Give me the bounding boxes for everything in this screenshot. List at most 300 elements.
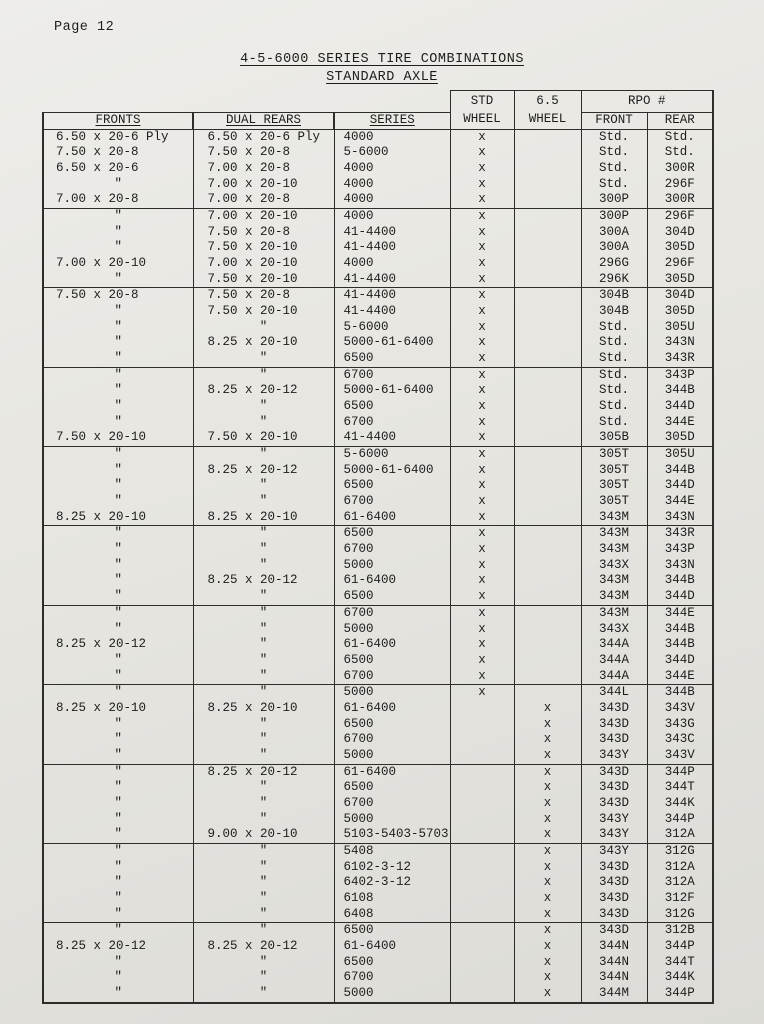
table-row	[43, 367, 713, 383]
table-row	[43, 129, 713, 145]
table-row	[43, 383, 713, 399]
series-cell: 61-6400	[334, 701, 450, 717]
dual-rears-label: DUAL REARS	[225, 113, 301, 127]
wheel-6-5-cell	[514, 478, 581, 494]
dual-rears-cell: 9.00 x 20-10	[193, 827, 334, 843]
table-row	[43, 589, 713, 605]
std-wheel-cell: x	[450, 558, 514, 574]
fronts-cell: "	[43, 748, 193, 764]
rpo-rear-cell: 344B	[647, 622, 713, 638]
rpo-front-cell: 304B	[581, 288, 647, 304]
fronts-cell: 6.50 x 20-6	[43, 161, 193, 177]
dual-rears-cell: "	[193, 653, 334, 669]
std-wheel-cell: x	[450, 399, 514, 415]
table-row	[43, 209, 713, 225]
fronts-cell: "	[43, 589, 193, 605]
table-row	[43, 875, 713, 891]
rpo-rear-cell: 344E	[647, 415, 713, 431]
std-wheel-cell	[450, 970, 514, 986]
rpo-front-cell: 300P	[581, 209, 647, 225]
dual-rears-cell: "	[193, 415, 334, 431]
fronts-cell: 8.25 x 20-12	[43, 939, 193, 955]
dual-rears-cell: "	[193, 955, 334, 971]
std-wheel-cell	[450, 875, 514, 891]
fronts-cell: "	[43, 796, 193, 812]
series-cell: 4000	[334, 192, 450, 208]
rpo-rear-cell: 312A	[647, 875, 713, 891]
dual-rears-cell: "	[193, 605, 334, 621]
std-wheel-cell: x	[450, 573, 514, 589]
series-cell: 4000	[334, 161, 450, 177]
dual-rears-cell: 8.25 x 20-12	[193, 939, 334, 955]
rpo-front-cell: 343X	[581, 622, 647, 638]
rpo-rear-cell: 344P	[647, 764, 713, 780]
rpo-rear-cell: Std.	[647, 145, 713, 161]
rpo-rear-cell: 343C	[647, 732, 713, 748]
dual-rears-cell: "	[193, 622, 334, 638]
series-cell: 5000	[334, 622, 450, 638]
wheel-6-5-cell: x	[514, 843, 581, 859]
rpo-front-cell: 305T	[581, 463, 647, 479]
wheel-6-5-cell: x	[514, 732, 581, 748]
rpo-front-cell: 344N	[581, 939, 647, 955]
fronts-cell: "	[43, 812, 193, 828]
fronts-cell: "	[43, 542, 193, 558]
dual-rears-cell: "	[193, 843, 334, 859]
rpo-rear-cell: 300R	[647, 161, 713, 177]
table-row	[43, 430, 713, 446]
dual-rears-cell: "	[193, 320, 334, 336]
fronts-cell: "	[43, 383, 193, 399]
rpo-front-cell: 344M	[581, 986, 647, 1003]
rpo-rear-cell: 343N	[647, 558, 713, 574]
col-header-rpo-front: FRONT	[581, 113, 647, 130]
std-wheel-cell: x	[450, 383, 514, 399]
table-row	[43, 335, 713, 351]
dual-rears-cell: 7.00 x 20-8	[193, 192, 334, 208]
rpo-rear-cell: 304D	[647, 288, 713, 304]
rpo-front-cell: 343D	[581, 891, 647, 907]
table-row	[43, 907, 713, 923]
std-wheel-cell: x	[450, 304, 514, 320]
series-cell: 5000	[334, 812, 450, 828]
std-wheel-cell: x	[450, 478, 514, 494]
rpo-rear-cell: 344T	[647, 780, 713, 796]
wheel-6-5-label-line1: 6.5	[536, 93, 559, 108]
rpo-rear-cell: 343P	[647, 367, 713, 383]
dual-rears-cell: 7.00 x 20-10	[193, 256, 334, 272]
fronts-cell: 7.00 x 20-10	[43, 256, 193, 272]
series-cell: 5000	[334, 685, 450, 701]
fronts-cell: "	[43, 955, 193, 971]
wheel-6-5-cell: x	[514, 780, 581, 796]
wheel-6-5-cell: x	[514, 986, 581, 1003]
std-wheel-cell	[450, 764, 514, 780]
wheel-6-5-cell: x	[514, 764, 581, 780]
series-cell: 6700	[334, 796, 450, 812]
wheel-6-5-cell	[514, 685, 581, 701]
table-row	[43, 812, 713, 828]
dual-rears-cell: 8.25 x 20-10	[193, 335, 334, 351]
rpo-front-cell: 343M	[581, 510, 647, 526]
wheel-6-5-cell: x	[514, 812, 581, 828]
dual-rears-cell: 7.50 x 20-10	[193, 430, 334, 446]
wheel-6-5-cell	[514, 351, 581, 367]
rpo-front-cell: Std.	[581, 399, 647, 415]
series-cell: 6408	[334, 907, 450, 923]
table-row	[43, 320, 713, 336]
series-cell: 6500	[334, 780, 450, 796]
dual-rears-cell: "	[193, 875, 334, 891]
rpo-front-cell: Std.	[581, 383, 647, 399]
std-wheel-cell	[450, 701, 514, 717]
fronts-cell: "	[43, 780, 193, 796]
fronts-cell: "	[43, 367, 193, 383]
fronts-cell: "	[43, 622, 193, 638]
table-row	[43, 415, 713, 431]
wheel-6-5-label-line2: WHEEL	[528, 111, 567, 126]
header-spacer	[43, 91, 450, 113]
dual-rears-cell: 8.25 x 20-10	[193, 510, 334, 526]
rpo-front-cell: Std.	[581, 161, 647, 177]
rpo-rear-cell: 344E	[647, 605, 713, 621]
rpo-rear-cell: 343V	[647, 748, 713, 764]
table-row	[43, 653, 713, 669]
rpo-rear-cell: 343R	[647, 351, 713, 367]
table-row	[43, 288, 713, 304]
dual-rears-cell: "	[193, 526, 334, 542]
rpo-rear-cell: 305D	[647, 304, 713, 320]
table-row	[43, 955, 713, 971]
fronts-cell: "	[43, 399, 193, 415]
table-row	[43, 669, 713, 685]
table-row	[43, 542, 713, 558]
col-header-std-wheel	[450, 91, 514, 130]
rpo-rear-cell: 343P	[647, 542, 713, 558]
table-row	[43, 225, 713, 241]
wheel-6-5-cell	[514, 637, 581, 653]
table-row	[43, 923, 713, 939]
wheel-6-5-cell: x	[514, 748, 581, 764]
table-row	[43, 701, 713, 717]
dual-rears-cell: "	[193, 685, 334, 701]
series-cell: 4000	[334, 209, 450, 225]
rpo-rear-cell: 343N	[647, 510, 713, 526]
std-wheel-cell	[450, 891, 514, 907]
series-cell: 5408	[334, 843, 450, 859]
wheel-6-5-cell	[514, 335, 581, 351]
rpo-rear-cell: 296F	[647, 256, 713, 272]
std-wheel-cell: x	[450, 526, 514, 542]
dual-rears-cell: 7.00 x 20-10	[193, 177, 334, 193]
wheel-6-5-cell	[514, 177, 581, 193]
std-wheel-cell: x	[450, 463, 514, 479]
fronts-cell: 8.25 x 20-10	[43, 510, 193, 526]
series-cell: 5000	[334, 748, 450, 764]
rpo-front-cell: 296G	[581, 256, 647, 272]
rpo-front-cell: 344A	[581, 637, 647, 653]
std-wheel-cell: x	[450, 272, 514, 288]
fronts-cell: "	[43, 177, 193, 193]
std-wheel-cell: x	[450, 161, 514, 177]
series-cell: 6700	[334, 367, 450, 383]
rpo-front-cell: 344N	[581, 955, 647, 971]
rpo-rear-cell: 305U	[647, 447, 713, 463]
wheel-6-5-cell	[514, 145, 581, 161]
table-row	[43, 748, 713, 764]
wheel-6-5-cell	[514, 320, 581, 336]
series-cell: 61-6400	[334, 764, 450, 780]
fronts-cell: "	[43, 272, 193, 288]
wheel-6-5-cell	[514, 209, 581, 225]
rpo-rear-cell: 344B	[647, 573, 713, 589]
table-row	[43, 272, 713, 288]
std-wheel-label-line1: STD	[470, 93, 494, 108]
wheel-6-5-cell	[514, 622, 581, 638]
std-wheel-cell	[450, 843, 514, 859]
rpo-rear-cell: 305D	[647, 240, 713, 256]
rpo-rear-cell: 344P	[647, 986, 713, 1003]
fronts-cell: 8.25 x 20-12	[43, 637, 193, 653]
table-row	[43, 780, 713, 796]
std-wheel-cell	[450, 717, 514, 733]
fronts-cell: "	[43, 304, 193, 320]
table-row	[43, 177, 713, 193]
rpo-front-cell: 343Y	[581, 843, 647, 859]
table-row	[43, 145, 713, 161]
rpo-front-cell: 343D	[581, 875, 647, 891]
rpo-rear-cell: 312A	[647, 860, 713, 876]
wheel-6-5-cell: x	[514, 827, 581, 843]
rpo-rear-cell: Std.	[647, 129, 713, 145]
series-cell: 6500	[334, 589, 450, 605]
rpo-front-cell: 344A	[581, 669, 647, 685]
fronts-cell: "	[43, 891, 193, 907]
dual-rears-cell: "	[193, 367, 334, 383]
table-row	[43, 717, 713, 733]
series-cell: 5103-5403-5703	[334, 827, 450, 843]
series-cell: 41-4400	[334, 288, 450, 304]
rpo-rear-cell: 300R	[647, 192, 713, 208]
wheel-6-5-cell	[514, 447, 581, 463]
rpo-rear-cell: 312G	[647, 907, 713, 923]
fronts-cell: "	[43, 320, 193, 336]
rpo-rear-cell: 343N	[647, 335, 713, 351]
fronts-cell: "	[43, 335, 193, 351]
rpo-front-cell: 343M	[581, 526, 647, 542]
std-wheel-cell: x	[450, 351, 514, 367]
fronts-cell: "	[43, 447, 193, 463]
series-cell: 6700	[334, 732, 450, 748]
table-row	[43, 986, 713, 1003]
series-label: SERIES	[369, 113, 415, 127]
wheel-6-5-cell	[514, 653, 581, 669]
series-cell: 6500	[334, 923, 450, 939]
rpo-rear-cell: 312B	[647, 923, 713, 939]
dual-rears-cell: "	[193, 494, 334, 510]
rpo-front-cell: 300P	[581, 192, 647, 208]
rpo-rear-cell: 344P	[647, 939, 713, 955]
table-row	[43, 637, 713, 653]
std-wheel-cell	[450, 796, 514, 812]
rpo-rear-cell: 312G	[647, 843, 713, 859]
wheel-6-5-cell	[514, 605, 581, 621]
rpo-rear-cell: 344K	[647, 796, 713, 812]
series-cell: 61-6400	[334, 939, 450, 955]
std-wheel-cell: x	[450, 335, 514, 351]
wheel-6-5-cell	[514, 669, 581, 685]
std-wheel-cell	[450, 812, 514, 828]
rpo-rear-cell: 343R	[647, 526, 713, 542]
wheel-6-5-cell: x	[514, 939, 581, 955]
rpo-rear-cell: 344B	[647, 637, 713, 653]
rpo-front-cell: 343X	[581, 558, 647, 574]
dual-rears-cell: 8.25 x 20-12	[193, 573, 334, 589]
rpo-front-cell: 343D	[581, 796, 647, 812]
fronts-cell: "	[43, 923, 193, 939]
series-cell: 41-4400	[334, 430, 450, 446]
col-header-6-5-wheel	[514, 91, 581, 130]
fronts-cell: "	[43, 907, 193, 923]
series-cell: 5-6000	[334, 320, 450, 336]
wheel-6-5-cell: x	[514, 796, 581, 812]
series-cell: 5000-61-6400	[334, 383, 450, 399]
rpo-front-cell: Std.	[581, 415, 647, 431]
rpo-rear-cell: 296F	[647, 209, 713, 225]
wheel-6-5-cell	[514, 272, 581, 288]
table-row	[43, 494, 713, 510]
dual-rears-cell: "	[193, 780, 334, 796]
series-cell: 6500	[334, 399, 450, 415]
rpo-front-cell: 343D	[581, 860, 647, 876]
rpo-rear-cell: 344P	[647, 812, 713, 828]
table-row	[43, 351, 713, 367]
rpo-front-cell: Std.	[581, 145, 647, 161]
table-row	[43, 526, 713, 542]
rpo-front-cell: 343D	[581, 732, 647, 748]
rpo-rear-cell: 344B	[647, 383, 713, 399]
series-cell: 41-4400	[334, 304, 450, 320]
dual-rears-cell: "	[193, 558, 334, 574]
series-cell: 41-4400	[334, 225, 450, 241]
table-row	[43, 827, 713, 843]
series-cell: 4000	[334, 177, 450, 193]
dual-rears-cell: "	[193, 812, 334, 828]
std-wheel-cell	[450, 923, 514, 939]
rpo-front-cell: 343M	[581, 605, 647, 621]
wheel-6-5-cell	[514, 383, 581, 399]
series-cell: 5-6000	[334, 145, 450, 161]
dual-rears-cell: 7.50 x 20-10	[193, 272, 334, 288]
wheel-6-5-cell: x	[514, 891, 581, 907]
wheel-6-5-cell	[514, 526, 581, 542]
series-cell: 61-6400	[334, 637, 450, 653]
rpo-front-cell: 304B	[581, 304, 647, 320]
std-wheel-cell: x	[450, 209, 514, 225]
wheel-6-5-cell	[514, 494, 581, 510]
col-header-fronts	[43, 113, 193, 130]
rpo-front-cell: Std.	[581, 129, 647, 145]
wheel-6-5-cell	[514, 288, 581, 304]
rpo-front-cell: 343D	[581, 717, 647, 733]
wheel-6-5-cell	[514, 192, 581, 208]
fronts-cell: "	[43, 463, 193, 479]
dual-rears-cell: "	[193, 970, 334, 986]
dual-rears-cell: 7.00 x 20-8	[193, 161, 334, 177]
dual-rears-cell: "	[193, 732, 334, 748]
page-subtitle: STANDARD AXLE	[326, 70, 438, 85]
dual-rears-cell: "	[193, 447, 334, 463]
rpo-rear-cell: 343V	[647, 701, 713, 717]
wheel-6-5-cell	[514, 129, 581, 145]
rpo-front-cell: 344L	[581, 685, 647, 701]
wheel-6-5-cell	[514, 256, 581, 272]
fronts-cell: "	[43, 653, 193, 669]
fronts-cell: "	[43, 225, 193, 241]
std-wheel-cell: x	[450, 177, 514, 193]
title-block	[0, 49, 764, 85]
table-row	[43, 463, 713, 479]
dual-rears-cell: "	[193, 891, 334, 907]
table-body	[43, 129, 713, 1002]
dual-rears-cell: "	[193, 589, 334, 605]
dual-rears-cell: 8.25 x 20-12	[193, 764, 334, 780]
wheel-6-5-cell: x	[514, 970, 581, 986]
wheel-6-5-cell	[514, 589, 581, 605]
rpo-front-cell: 344N	[581, 970, 647, 986]
fronts-cell: "	[43, 732, 193, 748]
rpo-front-cell: 343M	[581, 542, 647, 558]
std-wheel-cell	[450, 827, 514, 843]
series-cell: 6500	[334, 526, 450, 542]
series-cell: 6500	[334, 717, 450, 733]
series-cell: 41-4400	[334, 240, 450, 256]
dual-rears-cell: 7.50 x 20-8	[193, 225, 334, 241]
wheel-6-5-cell: x	[514, 875, 581, 891]
wheel-6-5-cell: x	[514, 701, 581, 717]
series-cell: 61-6400	[334, 573, 450, 589]
std-wheel-cell: x	[450, 685, 514, 701]
series-cell: 6700	[334, 415, 450, 431]
series-cell: 6700	[334, 970, 450, 986]
series-cell: 5000-61-6400	[334, 335, 450, 351]
dual-rears-cell: "	[193, 669, 334, 685]
rpo-front-cell: 343D	[581, 764, 647, 780]
fronts-cell: "	[43, 558, 193, 574]
series-cell: 5000	[334, 986, 450, 1003]
tire-combinations-table	[42, 90, 714, 1004]
std-wheel-cell	[450, 748, 514, 764]
std-wheel-cell	[450, 986, 514, 1003]
std-wheel-cell	[450, 939, 514, 955]
rpo-front-cell: Std.	[581, 351, 647, 367]
table-row	[43, 764, 713, 780]
table-row	[43, 573, 713, 589]
dual-rears-cell: 7.00 x 20-10	[193, 209, 334, 225]
std-wheel-cell: x	[450, 637, 514, 653]
table-row	[43, 622, 713, 638]
std-wheel-cell: x	[450, 415, 514, 431]
rpo-rear-cell: 344B	[647, 463, 713, 479]
rpo-rear-cell: 344B	[647, 685, 713, 701]
fronts-cell: 6.50 x 20-6 Ply	[43, 129, 193, 145]
series-cell: 6500	[334, 478, 450, 494]
std-wheel-cell: x	[450, 510, 514, 526]
table-row	[43, 970, 713, 986]
rpo-rear-cell: 312A	[647, 827, 713, 843]
table-row	[43, 240, 713, 256]
std-wheel-label-line2: WHEEL	[463, 111, 501, 126]
